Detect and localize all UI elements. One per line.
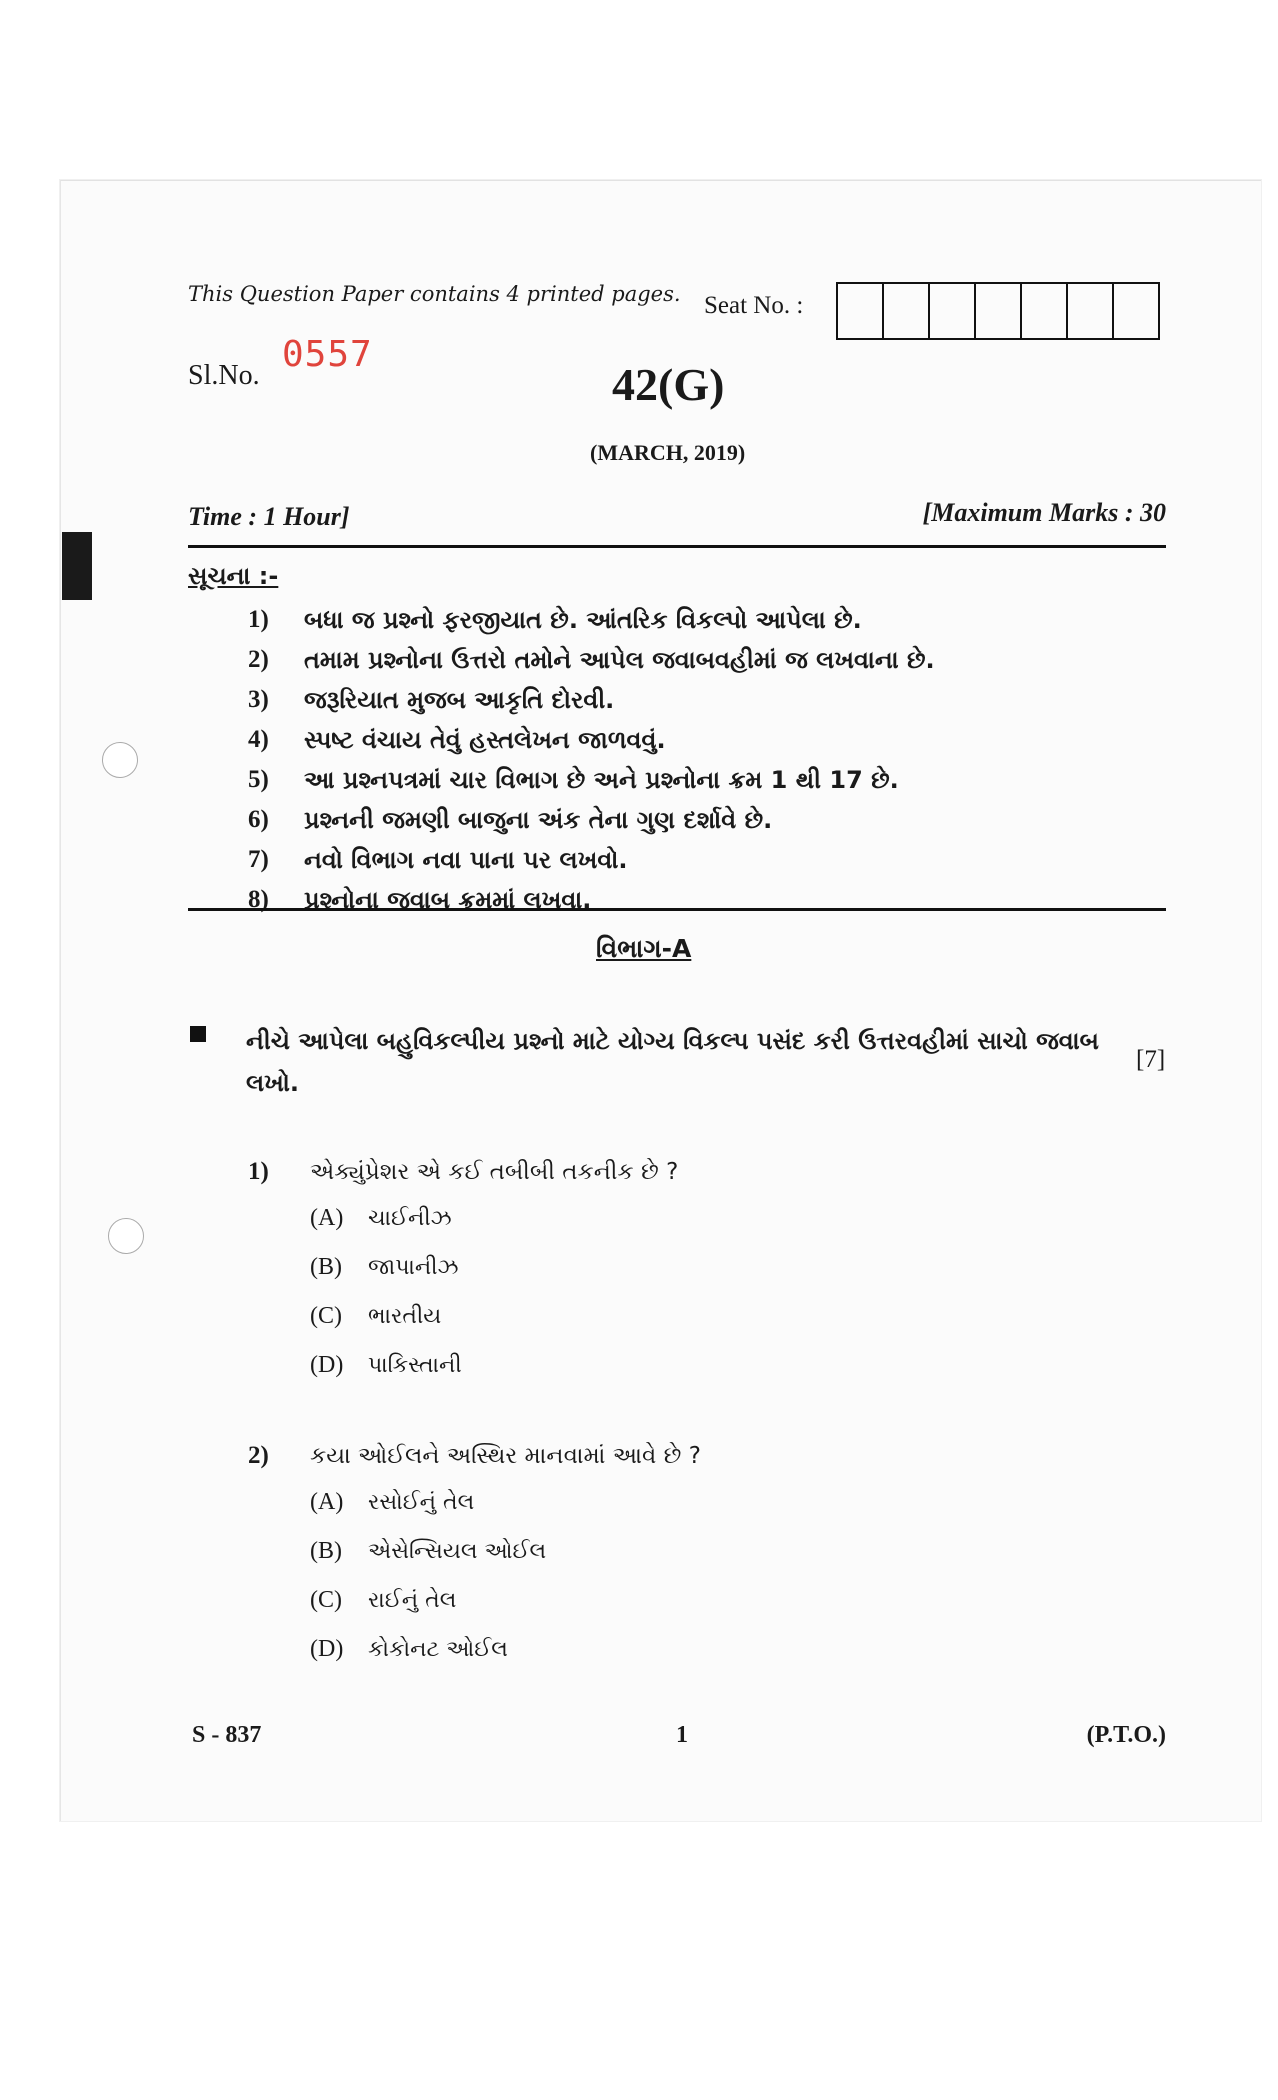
option-text: રાઈનું તેલ: [368, 1588, 457, 1613]
option-text: પાકિસ્તાની: [368, 1353, 462, 1378]
instruction-number: 8): [248, 886, 269, 913]
paper-code: 42(G): [612, 359, 725, 410]
instruction-number: 7): [248, 846, 269, 873]
instruction-number: 6): [248, 806, 269, 833]
page-number: 1: [676, 1722, 688, 1748]
option-text: ભારતીય: [368, 1304, 442, 1329]
instruction-item: [248, 760, 1148, 800]
question-2: [248, 1434, 1098, 1674]
instruction-text: સ્પષ્ટ વંચાય તેવું હસ્તલેખન જાળવવું.: [304, 726, 666, 754]
option-a: [310, 1478, 1098, 1527]
seat-digit-box[interactable]: [930, 284, 976, 338]
instruction-text: પ્રશ્નોના જવાબ ક્રમમાં લખવા.: [304, 886, 592, 914]
option-letter: (A): [310, 1205, 344, 1231]
question-number: 2): [248, 1442, 269, 1469]
instruction-text: જરૂરિયાત મુજબ આકૃતિ દોરવી.: [304, 686, 615, 714]
question-text: એક્યુંપ્રેશર એ કઈ તબીબી તકનીક છે ?: [310, 1159, 679, 1185]
instruction-text: આ પ્રશ્નપત્રમાં ચાર વિભાગ છે અને પ્રશ્નોના ક્રમ 1 થી 17 છે.: [304, 766, 899, 794]
question-text: કયા ઓઈલને અસ્થિર માનવામાં આવે છે ?: [310, 1443, 701, 1469]
option-b: [310, 1243, 1098, 1292]
option-a: [310, 1194, 1098, 1243]
page-count-note: This Question Paper contains 4 printed pages.: [188, 282, 681, 306]
instruction-text: બધા જ પ્રશ્નો ફરજીયાત છે. આંતરિક વિકલ્પો આપેલા છે.: [304, 606, 862, 634]
seat-digit-box[interactable]: [1114, 284, 1158, 338]
header-divider: [188, 545, 1166, 548]
instruction-item: [248, 720, 1148, 760]
option-letter: (D): [310, 1352, 344, 1378]
instructions-divider: [188, 908, 1166, 911]
option-d: [310, 1625, 1098, 1674]
instruction-item: [248, 880, 1148, 920]
instructions-heading: સૂચના :-: [188, 562, 279, 590]
option-text: જાપાનીઝ: [368, 1255, 459, 1280]
option-letter: (C): [310, 1587, 342, 1613]
question-stem: [248, 1150, 1098, 1194]
section-title: વિભાગ-A: [596, 934, 692, 963]
option-letter: (A): [310, 1489, 344, 1515]
please-turn-over: (P.T.O.): [1086, 1722, 1166, 1748]
instruction-item: [248, 640, 1148, 680]
option-text: એસેન્સિયલ ઓઈલ: [368, 1539, 547, 1564]
instruction-number: 3): [248, 686, 269, 713]
seat-digit-box[interactable]: [1068, 284, 1114, 338]
option-b: [310, 1527, 1098, 1576]
instruction-text: નવો વિભાગ નવા પાના પર લખવો.: [304, 846, 628, 874]
instruction-item: [248, 800, 1148, 840]
punch-hole: [102, 742, 138, 778]
seat-digit-box[interactable]: [976, 284, 1022, 338]
time-allowed: Time : 1 Hour]: [188, 502, 350, 531]
seat-digit-box[interactable]: [838, 284, 884, 338]
option-letter: (B): [310, 1538, 342, 1564]
instruction-number: 2): [248, 646, 269, 673]
binder-tab-mark: [62, 532, 92, 600]
exam-date: (MARCH, 2019): [590, 440, 746, 465]
square-bullet-icon: [190, 1026, 206, 1042]
option-letter: (C): [310, 1303, 342, 1329]
option-text: કોકોનટ ઓઈલ: [368, 1637, 508, 1662]
instruction-item: [248, 840, 1148, 880]
instruction-item: [248, 600, 1148, 640]
option-letter: (D): [310, 1636, 344, 1662]
punch-hole: [108, 1218, 144, 1254]
section-marks: [7]: [1136, 1046, 1166, 1073]
instruction-number: 1): [248, 606, 269, 633]
seat-digit-box[interactable]: [1022, 284, 1068, 338]
question-1: [248, 1150, 1098, 1390]
option-c: [310, 1576, 1098, 1625]
section-directions: નીચે આપેલા બહુવિકલ્પીય પ્રશ્નો માટે યોગ્ય વિકલ્પ પસંદ કરી ઉત્તરવહીમાં સાચો જવાબ લખો.: [246, 1027, 1099, 1097]
paper-footer-code: S - 837: [192, 1722, 262, 1748]
seat-number-boxes[interactable]: [836, 282, 1160, 340]
serial-number-label: Sl.No.: [188, 360, 260, 391]
option-c: [310, 1292, 1098, 1341]
instruction-text: તમામ પ્રશ્નોના ઉત્તરો તમોને આપેલ જવાબવહીમાં જ લખવાના છે.: [304, 646, 935, 674]
option-d: [310, 1341, 1098, 1390]
instruction-number: 4): [248, 726, 269, 753]
instruction-item: [248, 680, 1148, 720]
question-stem: [248, 1434, 1098, 1478]
instruction-number: 5): [248, 766, 269, 793]
option-letter: (B): [310, 1254, 342, 1280]
seat-digit-box[interactable]: [884, 284, 930, 338]
option-text: ચાઈનીઝ: [368, 1206, 452, 1231]
question-number: 1): [248, 1158, 269, 1185]
maximum-marks: [Maximum Marks : 30: [922, 498, 1166, 527]
option-text: રસોઈનું તેલ: [368, 1490, 475, 1515]
instruction-text: પ્રશ્નની જમણી બાજુના અંક તેના ગુણ દર્શાવે છે.: [304, 806, 773, 834]
instructions-list: [248, 600, 1148, 920]
seat-number-label: Seat No. :: [704, 292, 804, 319]
serial-number-stamp: 0557: [282, 334, 373, 375]
